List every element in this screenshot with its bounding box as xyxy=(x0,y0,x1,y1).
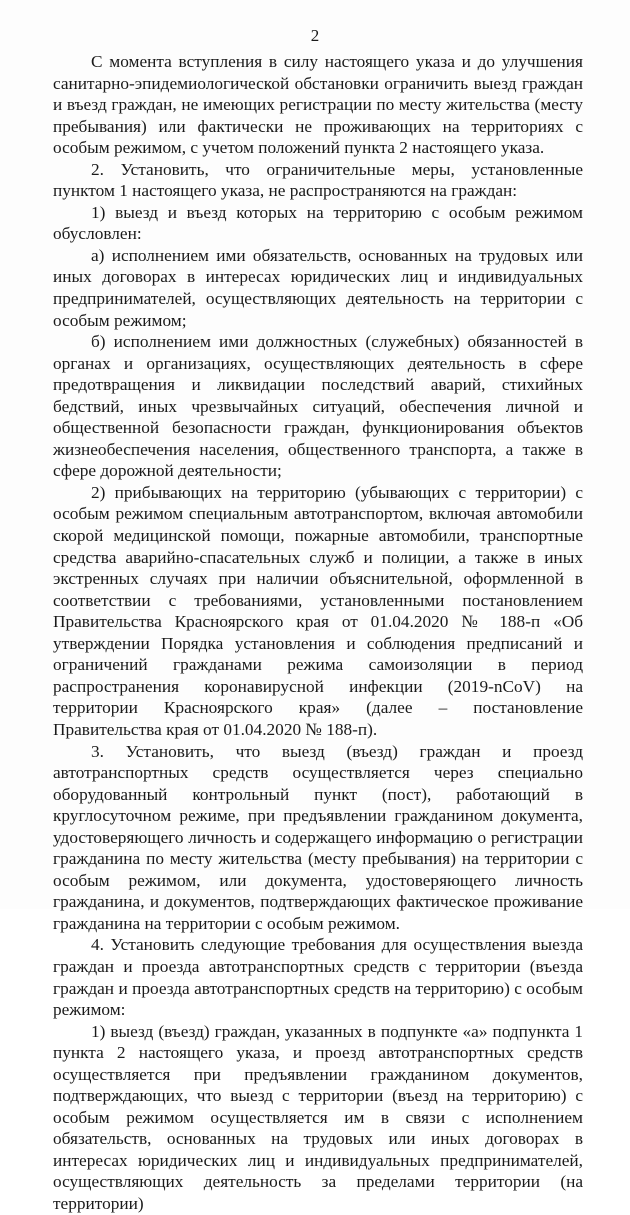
page-number: 2 xyxy=(310,26,320,45)
paragraph-item-2-2: 2) прибывающих на территорию (убывающих с территории) с особым режимом специальным автотранспортом, включая автомобили скорой медицинской помощи, пожарные автомобили, транспортные средства аварийно-спасательных служб и полиции, а также в иных экстренных случаях при наличии объяснительной, оформленной в соответствии с требованиями, установленными постановлением Правительства Красноярского края от 01.04.2020 № 188-п «Об утверждении Порядка установления и соблюдения предписаний и ограничений гражданами режима самоизоляции в период распространения коронавирусной инфекции (2019-nCoV) на территории Красноярского края» (далее – постановление Правительства края от 01.04.2020 № 188-п). xyxy=(53,482,583,739)
paragraph-item-4-1: 1) выезд (въезд) граждан, указанных в подпункте «а» подпункта 1 пункта 2 настоящего указа, и проезд автотранспортных средств осуществляется при предъявлении гражданином документов, подтверждающих, что выезд с территории (въезд на территорию) с особым режимом осуществляется им в связи с исполнением обязательств, основанных на трудовых или иных договорах в интересах юридических лиц и индивидуальных предпринимателей, осуществляющих деятельность за пределами территории (на территории) xyxy=(53,1021,583,1213)
paragraph-item-2-1: 1) выезд и въезд которых на территорию с особым режимом обусловлен: xyxy=(53,202,583,244)
paragraph-item-2: 2. Установить, что ограничительные меры, установленные пунктом 1 настоящего указа, не распространяются на граждан: xyxy=(53,159,583,201)
paragraph-item-3: 3. Установить, что выезд (въезд) граждан и проезд автотранспортных средств осуществляется через специально оборудованный контрольный пункт (пост), работающий в круглосуточном режиме, при предъявлении гражданином документа, удостоверяющего личность и содержащего информацию о регистрации гражданина по месту жительства (месту пребывания) на территории с особым режимом, или документа, удостоверяющего личность гражданина, и документов, подтверждающих фактическое проживание гражданина на территории с особым режимом. xyxy=(53,741,583,933)
paragraph-item-4: 4. Установить следующие требования для осуществления выезда граждан и проезда автотранспортных средств с территории (въезда граждан и проезда автотранспортных средств на территорию) с особым режимом: xyxy=(53,935,583,1020)
paragraph-item-2-1-a: а) исполнением ими обязательств, основанных на трудовых или иных договорах в интересах юридических лиц и индивидуальных предпринимателей, осуществляющих деятельность на территории с особым режимом; xyxy=(53,245,583,330)
paragraph-intro: С момента вступления в силу настоящего указа и до улучшения санитарно-эпидемиологической обстановки ограничить выезд граждан и въезд граждан, не имеющих регистрации по месту жительства (месту пребывания) или фактически не проживающих на территориях с особым режимом, с учетом положений пункта 2 настоящего указа. xyxy=(53,52,583,158)
document-body xyxy=(53,51,583,1215)
paragraph-item-2-1-b: б) исполнением ими должностных (служебных) обязанностей в органах и организациях, осуществляющих деятельность в сфере предотвращения и ликвидации последствий аварий, стихийных бедствий, иных чрезвычайных ситуаций, обеспечения личной и общественной безопасности граждан, функционирования объектов жизнеобеспечения населения, общественного транспорта, а также в сфере дорожной деятельности; xyxy=(53,332,583,481)
